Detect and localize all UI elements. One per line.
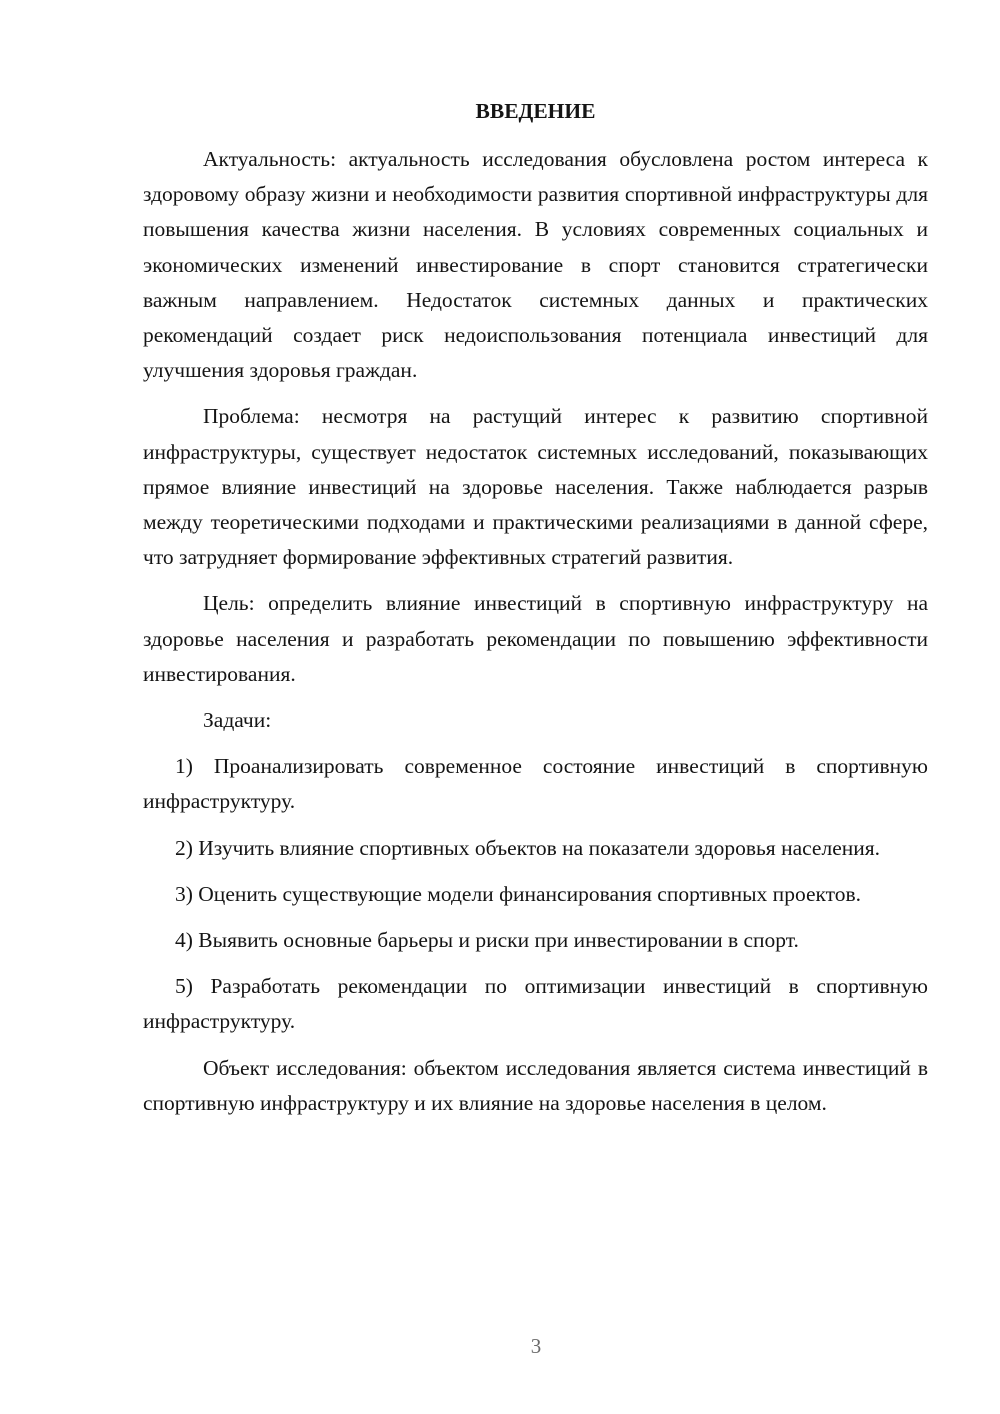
task-item: 1) Проанализировать современное состояние инвестиций в спортивную инфраструктуру. bbox=[143, 754, 928, 814]
task-item: 4) Выявить основные барьеры и риски при инвестировании в спорт. bbox=[175, 928, 799, 953]
page-content bbox=[143, 94, 928, 1121]
task-item: 2) Изучить влияние спортивных объектов на показатели здоровья населения. bbox=[175, 835, 881, 860]
tasks-label: Задачи: bbox=[203, 708, 272, 733]
paragraph-goal: Цель: определить влияние инвестиций в спортивную инфраструктуру на здоровье населения и разработать рекомендации по повышению эффективности инвестирования. bbox=[143, 591, 928, 686]
task-item: 5) Разработать рекомендации по оптимизации инвестиций в спортивную инфраструктуру. bbox=[143, 974, 928, 1034]
paragraph-object: Объект исследования: объектом исследования является система инвестиций в спортивную инфраструктуру и их влияние на здоровье населения в целом. bbox=[143, 1055, 928, 1115]
task-item: 3) Оценить существующие модели финансирования спортивных проектов. bbox=[175, 881, 862, 906]
page-number: 3 bbox=[530, 1334, 542, 1358]
page-heading: ВВЕДЕНИЕ bbox=[475, 99, 596, 123]
tasks-list bbox=[143, 749, 928, 1039]
paragraph-relevance: Актуальность: актуальность исследования обусловлена ростом интереса к здоровому образу жизни и необходимости развития спортивной инфраструктуры для повышения качества жизни населения. В условиях современных социальных и экономических изменений инвестирование в спорт становится стратегически важным направлением. Недостаток системных данных и практических рекомендаций создает риск недоиспользования потенциала инвестиций для улучшения здоровья граждан. bbox=[143, 147, 928, 383]
paragraph-problem: Проблема: несмотря на растущий интерес к развитию спортивной инфраструктуры, существует недостаток системных исследований, показывающих прямое влияние инвестиций на здоровье населения. Также наблюдается разрыв между теоретическими подходами и практическими реализациями в данной сфере, что затрудняет формирование эффективных стратегий развития. bbox=[143, 404, 928, 570]
